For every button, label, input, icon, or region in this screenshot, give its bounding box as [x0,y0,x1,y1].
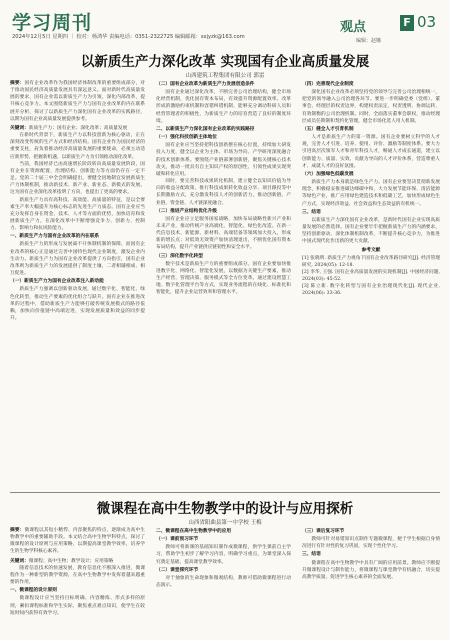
reference-item: [2] 李华, 王强. 国有企业高质量发展的实现机制[J]. 中国经济问题, 2024(03): 45-52. [302,269,440,283]
section-heading: 一、新质生产力与国有企业改革的内在联系 [10,234,100,240]
subsection-heading: （一）强化科技创新主体地位 [156,135,217,141]
page-number: 03 [417,13,437,31]
paragraph: 微课程设计应当坚持目标明确、内容精炼、形式多样的原则，紧扣课程标准和学生实际，聚焦重点难点知识，使学生在较短时间内获得有效学习。 [10,596,145,616]
article1-title: 以新质生产力深化改革 实现国有企业高质量发展 [80,54,370,70]
section-heading: 一、微课程的设计原则 [10,588,57,594]
paragraph: 新质生产力本身就是绿色生产力。国有企业要坚决贯彻新发展理念，积极稳妥推进碳达峰碳中和，大力发展节能环保、清洁能源等绿色产业，推广应用绿色建造技术和低碳工艺，加快形成绿色生产方式，实现经济效益、社会效益和生态效益的有机统一。 [302,180,440,207]
subsection-heading: （二）国有企业改革为新质生产力发展创造条件 [156,82,255,87]
section-heading: 三、结语 [302,209,321,215]
article1-abstract: 摘要：国有企业改革作为我国经济体制改革的重要组成部分，对于推动国民经济高质量发展具有深远意义。面对新时代高质量发展的要求，国有企业需以新质生产力为引领，深化内部改革，提升核心竞争力。本文围绕新质生产力与国有企业改革的内在联系展开分析，探讨了以新质生产力深化国有企业改革的实践路径，以期为国有企业高质量发展提供参考。 [10,81,145,122]
subsection-heading: （二）课堂探究环节 [156,567,199,573]
paragraph: 随着信息技术的快速发展，教育信息化不断深入推进，微课程作为一种新型的教学资源，在高中生物教学中发挥着越来越重要的作用。 [10,565,145,586]
article1-column-1 [10,80,145,488]
issue-info: 2024年12月5日 星期四 ｜ 校对：杨鸿华 责编电话：0351-2322725 编辑邮箱：sxjyzk@163.com [12,34,245,40]
reference-item: [3] 陈立新. 数字化转型与国有企业治理现代化[J]. 现代企业, 2024(06): 33-36. [302,284,440,297]
paragraph: 微课程在高中生物教学中具有广阔的应用前景。教师应不断提升微课程设计与制作能力，将微课程与课堂教学有机融合，切实提高教学质量，促进学生核心素养的全面发展。 [302,560,440,580]
paragraph: 新质生产力强调以创新驱动发展，通过数字化、智能化、绿色化转型，推动生产要素的优化组合与跃升。国有企业在推进改革的过程中，借助新质生产力能够打破传统发展模式的路径依赖，加快向价值链中高端迈进，实现发展质量和效益的同步提升。 [10,287,145,321]
section-badge: F [400,15,414,31]
subsection-heading: （二）推进产业结构优化升级 [156,208,217,214]
subsection-heading: （三）深化数字化转型 [156,253,203,259]
article1-keywords: 关键词：新质生产力；国有企业；深化改革；高质量发展 [10,125,128,131]
newspaper-title: 学习周刊 [12,12,93,34]
paragraph: 在新时代背景下，新质生产力以科技创新为核心驱动，正在深刻改变传统的生产方式和经济结构。国有企业作为国民经济的重要支柱，肩负着推动经济高质量发展的重要使命，必须主动适应新形势、把握新机遇，以新质生产力为引领推动深化改革。 [10,133,145,160]
article2-column-3 [302,527,440,637]
article1-byline: 山西建筑工程集团有限公司 郭雷 [185,73,265,79]
article2-byline: 山西省阳曲县第一中学校 王梅 [188,520,262,526]
subsection-heading: （一）新质生产力为国有企业改革注入新动能 [10,279,104,285]
paragraph: 对于抽象的生命现象和微观结构，教师可借助微课程进行动态演示。 [156,575,291,589]
column-name: 观点 [340,20,367,35]
paragraph: 人才是新质生产力的第一资源。国有企业要树立科学的人才观，完善人才引进、培养、使用、评价、激励等制度体系。要大力引进高层次领军人才和青年科技人才，畅通人才成长通道，建立以创新能力、质量、实效、贡献为导向的人才评价体系，营造尊重人才、成就人才的良好氛围。 [302,135,440,169]
references-heading: 参考文献 [361,248,381,254]
subsection-heading: （六）加强绿色低碳发展 [302,171,354,177]
paragraph: 当前，我国经济已由高速增长阶段转向高质量发展阶段，国有企业在资源配置、治理结构、创新能力等方面仍存在一定不足。党的二十届三中全会明确提出，要健全因地制宜发展新质生产力体制机制，推动新技术、新产业、新业态、新模式的发展。这为国有企业深化改革指明了方向，也提出了更高的要求。 [10,161,145,196]
paragraph: 深化国有企业改革必须坚持党的领导与完善公司治理相统一，把党的领导融入公司治理各环节。要进一步明确党委（党组）、董事会、经理层的权责边界，构建权责法定、权责透明、协调运转、有效制衡的公司治理机制。同时，全面落实董事会职权，推动经理层成员任期制和契约化管理，健全市场化选人用人机制。 [302,90,440,124]
article2-column-1 [10,527,145,637]
subsection-heading: （一）课前预习环节 [156,537,199,543]
subsection-heading: （四）完善现代企业制度 [302,82,354,87]
paragraph: 数字技术是新质生产力的重要组成部分。国有企业要加快推进数字化、网络化、智能化发展，以数据为关键生产要素，推动生产经营、管理决策、服务模式等全方位变革。通过建设智慧工地、数字化管理平台等方式，实现业务流程的在线化、标准化和智能化，提升企业运营效率和管理水平。 [156,261,291,296]
article2-title: 微课程在高中生物教学中的设计与应用探析 [96,501,354,517]
paragraph: 以新质生产力深化国有企业改革，是新时代国有企业实现高质量发展的必然选择。国有企业要牢牢把握新质生产力的内涵要求，坚持创新驱动、深化体制机制改革，不断提升核心竞争力，为推进中国式现代化作出新的更大贡献。 [302,217,440,245]
article1-column-3 [302,80,440,488]
article2-keywords: 关键词：微课程；高中生物；教学设计；应用策略 [10,558,114,564]
paragraph: 教师可将新课的基础知识制作成微课程，供学生课前自主学习，帮助学生初步了解学习内容，明确学习重点，为课堂深入探究奠定基础，提高课堂教学效率。 [156,545,291,565]
page-editor: 编辑：赵娜 [356,38,382,44]
reference-item: [1] 张晓明. 新质生产力视角下国有企业改革路径研究[J]. 经济管理研究, 2024(05): 12-18. [302,255,440,268]
article2-column-2 [156,527,291,637]
section-heading: 三、结语 [302,552,321,558]
article1-column-2 [156,80,291,488]
article2-abstract: 摘要：微课程以其短小精悍、内容聚焦的特点，逐渐成为高中生物教学中的重要辅助手段。本文结合高中生物学科特点，探讨了微课程的设计原则与应用策略，以期提高课堂教学效率，培养学生的生物学科核心素养。 [10,528,145,555]
paragraph: 新质生产力的形成与发展离不开体制机制的保障，而国有企业改革的核心正是通过完善中国特色现代企业制度，激发企业内生动力。新质生产力为国有企业改革提供了方向指引，国有企业改革则为新质生产力的发展提供了制度土壤，二者相辅相成、相互促进。 [10,242,145,277]
section-heading: 二、微课程在高中生物教学中的应用 [156,529,232,534]
paragraph: 国有企业应立足服务国家战略，加快布局战略性新兴产业和未来产业，推动传统产业高端化、智能化、绿色化改造。在新一代信息技术、新能源、新材料、高端装备等领域加大投入，形成新的增长点；对低效无效资产加快清理退出，不断优化国有资本布局结构，提升产业链供应链韧性和安全水平。 [156,216,291,251]
subsection-heading: （三）课后复习环节 [302,529,345,534]
section-heading: 二、以新质生产力深化国有企业改革的实践路径 [156,126,255,132]
subsection-heading: （五）健全人才引育机制 [302,126,354,132]
paragraph: 同时，要完善科技成果转化机制，建立健全以知识价值为导向的收益分配政策，推行科技成果转化收益分享、项目跟投等中长期激励方式，充分激发科技人才的创新活力，推动创新链、产业链、资金链、人才链深度融合。 [156,179,291,206]
paragraph: 教师可针对易错知识点制作专题微课程，便于学生根据自身情况进行有针对性的复习巩固，实现个性化学习。 [302,537,440,550]
article-divider [10,492,440,493]
paragraph: 新质生产力具有高科技、高效能、高质量的特征，是以全要素生产率大幅提升为核心标志的先进生产力质态。国有企业应当充分发挥自身在资金、技术、人才等方面的优势，加快培育和发展新质生产力，在深化改革中不断增强竞争力、创新力、控制力、影响力和抗风险能力。 [10,197,145,232]
paragraph: 国有企业应当坚持把科技创新摆在核心位置，持续加大研发投入力度，健全以企业为主体、市场为导向、产学研用深度融合的技术创新体系。要围绕产业链部署创新链，聚焦关键核心技术攻关，推动一批具有自主知识产权的原创性、引领性成果实现突破和转化应用。 [156,143,291,177]
paragraph: 国有企业通过深化改革，不断完善公司治理结构，健全市场化经营机制，优化国有资本布局，有效提升资源配置效率。改革形成的激励约束机制和容错纠错机制，能够充分调动科研人员和经营管理者的积极性，为新质生产力的培育营造了良好的制度环境。 [156,90,291,124]
